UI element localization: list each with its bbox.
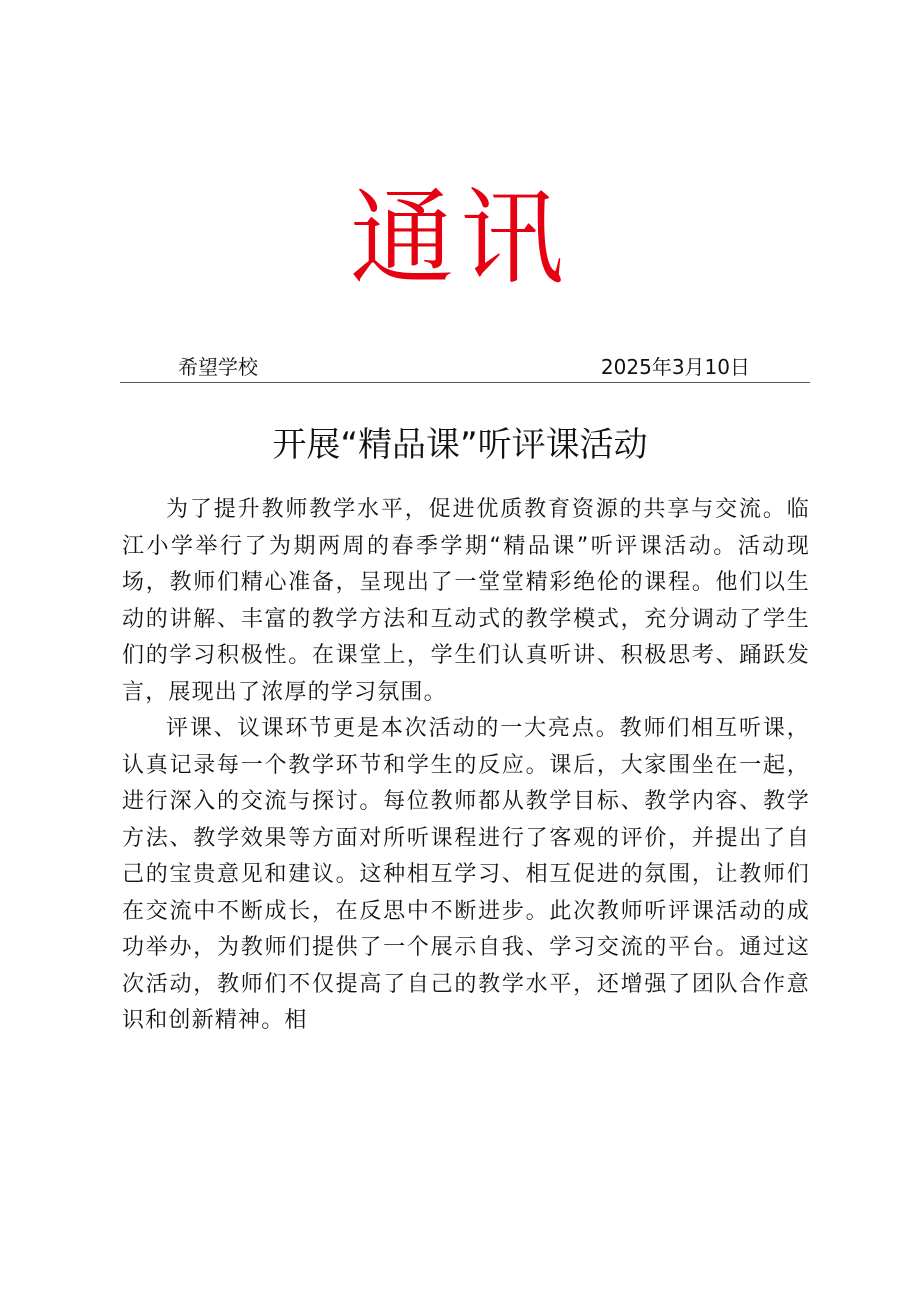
- article-headline: 开展“精品课”听评课活动: [272, 425, 648, 465]
- meta-row: [120, 352, 810, 382]
- issuer-name: 希望学校: [178, 355, 258, 379]
- paragraph-1: 为了提升教师教学水平，促进优质教育资源的共享与交流。临江小学举行了为期两周的春季学期“精品课”听评课活动。活动现场，教师们精心准备，呈现出了一堂堂精彩绝伦的课程。他们以生动的讲解、丰富的教学方法和互动式的教学模式，充分调动了学生们的学习积极性。在课堂上，学生们认真听讲、积极思考、踊跃发言，展现出了浓厚的学习氛围。: [122, 497, 810, 705]
- divider-line: [120, 382, 810, 383]
- issue-date: 2025年3月10日: [600, 355, 750, 379]
- masthead-title: 通讯: [349, 177, 570, 299]
- article-body: [122, 492, 810, 1040]
- paragraph-2: 评课、议课环节更是本次活动的一大亮点。教师们相互听课，认真记录每一个教学环节和学生的反应。课后，大家围坐在一起，进行深入的交流与探讨。每位教师都从教学目标、教学内容、教学方法、教学效果等方面对所听课程进行了客观的评价，并提出了自己的宝贵意见和建议。这种相互学习、相互促进的氛围，让教师们在交流中不断成长，在反思中不断进步。此次教师听评课活动的成功举办，为教师们提供了一个展示自我、学习交流的平台。通过这次活动，教师们不仅提高了自己的教学水平，还增强了团队合作意识和创新精神。相: [122, 716, 810, 1033]
